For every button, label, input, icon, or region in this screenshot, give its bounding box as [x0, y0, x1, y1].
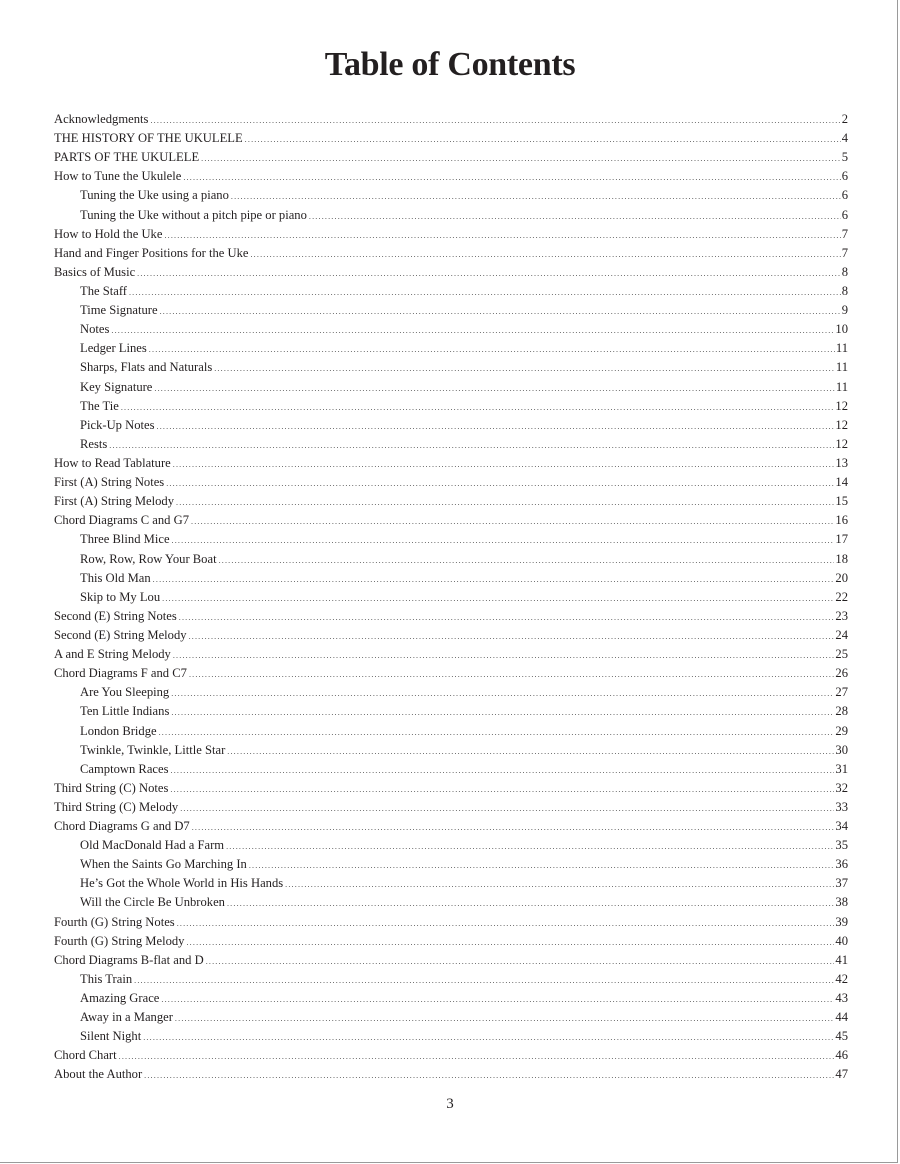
- toc-entry-label: Chord Chart: [54, 1048, 117, 1063]
- toc-entry: [54, 836, 848, 855]
- toc-entry-label: Old MacDonald Had a Farm: [80, 838, 225, 853]
- toc-entry: [54, 397, 848, 416]
- dot-leader: [171, 761, 835, 779]
- toc-entry-label: Chord Diagrams F and C7: [54, 666, 187, 681]
- dot-leader: [245, 130, 841, 148]
- toc-entry: [54, 722, 848, 741]
- toc-entry-label: Ledger Lines: [80, 341, 147, 356]
- dot-leader: [250, 245, 840, 263]
- toc-entry-page: 22: [835, 589, 848, 604]
- dot-leader: [164, 226, 840, 244]
- toc-entry-label: About the Author: [54, 1067, 143, 1082]
- dot-leader: [119, 1047, 835, 1065]
- dot-leader: [173, 455, 835, 473]
- toc-entry: [54, 320, 848, 339]
- toc-entry: [54, 358, 848, 377]
- toc-entry-label: This Old Man: [80, 570, 151, 585]
- dot-leader: [219, 551, 835, 569]
- page-number: 3: [446, 1096, 454, 1112]
- toc-entry-page: 44: [835, 1010, 848, 1025]
- toc-entry-label: Third String (C) Melody: [54, 799, 179, 814]
- toc-entry-label: Tuning the Uke using a piano: [80, 188, 229, 203]
- toc-entry-label: Skip to My Lou: [80, 589, 161, 604]
- toc-entry: [54, 225, 848, 244]
- toc-entry: [54, 664, 848, 683]
- toc-entry-page: 43: [835, 991, 848, 1006]
- dot-leader: [144, 1066, 834, 1084]
- toc-entry-label: He’s Got the Whole World in His Hands: [80, 876, 284, 891]
- toc-entry-page: 39: [835, 914, 848, 929]
- toc-entry-label: Chord Diagrams B-flat and D: [54, 952, 204, 967]
- toc-entry-page: 35: [835, 838, 848, 853]
- dot-leader: [166, 474, 834, 492]
- toc-entry-page: 38: [835, 895, 848, 910]
- page-title: Table of Contents: [324, 46, 576, 83]
- toc-entry: [54, 378, 848, 397]
- toc-entry: [54, 1065, 848, 1084]
- toc-entry-page: 42: [835, 971, 848, 986]
- toc-entry-label: Time Signature: [80, 303, 158, 318]
- toc-entry-page: 27: [835, 685, 848, 700]
- toc-entry-label: How to Hold the Uke: [54, 226, 163, 241]
- toc-entry-page: 8: [841, 264, 848, 279]
- dot-leader: [157, 417, 835, 435]
- toc-entry-page: 37: [835, 876, 848, 891]
- toc-entry-label: Hand and Finger Positions for the Uke: [54, 245, 249, 260]
- toc-entry-page: 30: [835, 742, 848, 757]
- toc-entry: [54, 167, 848, 186]
- dot-leader: [170, 780, 834, 798]
- toc-entry-page: 16: [835, 513, 848, 528]
- toc-entry: [54, 550, 848, 569]
- toc-entry-page: 8: [841, 283, 848, 298]
- toc-entry: [54, 588, 848, 607]
- dot-leader: [171, 703, 834, 721]
- toc-entry-label: First (A) String Melody: [54, 494, 174, 509]
- toc-entry-page: 41: [835, 952, 848, 967]
- dot-leader: [111, 321, 834, 339]
- toc-entry-page: 28: [835, 704, 848, 719]
- toc-entry-label: The Tie: [80, 398, 119, 413]
- toc-entry: [54, 741, 848, 760]
- toc-entry: [54, 110, 848, 129]
- toc-entry-page: 5: [841, 150, 848, 165]
- toc-entry-page: 9: [841, 303, 848, 318]
- dot-leader: [173, 646, 835, 664]
- toc-entry-label: Fourth (G) String Melody: [54, 933, 185, 948]
- toc-entry-label: This Train: [80, 971, 133, 986]
- toc-entry: [54, 645, 848, 664]
- toc-entry: [54, 511, 848, 530]
- dot-leader: [134, 971, 834, 989]
- dot-leader: [121, 398, 835, 416]
- toc-entry-label: Camptown Races: [80, 761, 169, 776]
- toc-entry-label: Chord Diagrams C and G7: [54, 513, 190, 528]
- dot-leader: [160, 302, 841, 320]
- toc-entry: [54, 282, 848, 301]
- toc-entry: [54, 473, 848, 492]
- toc-entry-label: Notes: [80, 322, 110, 337]
- toc-entry-page: 17: [835, 532, 848, 547]
- dot-leader: [309, 207, 841, 225]
- toc-entry-page: 12: [835, 417, 848, 432]
- toc-entry-label: Twinkle, Twinkle, Little Star: [80, 742, 226, 757]
- toc-entry-label: PARTS OF THE UKULELE: [54, 150, 200, 165]
- toc-entry: [54, 932, 848, 951]
- toc-entry-page: 4: [841, 131, 848, 146]
- toc-entry: [54, 683, 848, 702]
- toc-entry-label: First (A) String Notes: [54, 475, 165, 490]
- toc-entry: [54, 874, 848, 893]
- dot-leader: [129, 283, 841, 301]
- toc-entry-page: 13: [835, 455, 848, 470]
- toc-entry-page: 34: [835, 819, 848, 834]
- toc-entry: [54, 416, 848, 435]
- toc-entry: [54, 1027, 848, 1046]
- toc-entry-page: 46: [835, 1048, 848, 1063]
- dot-leader: [159, 723, 835, 741]
- toc-entry-label: The Staff: [80, 283, 127, 298]
- dot-leader: [175, 1009, 834, 1027]
- toc-entry-page: 14: [835, 475, 848, 490]
- toc-entry-label: How to Tune the Ukulele: [54, 169, 182, 184]
- toc-entry-page: 29: [835, 723, 848, 738]
- toc-entry: [54, 301, 848, 320]
- toc-entry-label: How to Read Tablature: [54, 455, 171, 470]
- toc-entry-page: 33: [835, 799, 848, 814]
- dot-leader: [227, 894, 834, 912]
- toc-entry-label: Row, Row, Row Your Boat: [80, 551, 217, 566]
- dot-leader: [177, 914, 835, 932]
- toc-entry-label: Second (E) String Notes: [54, 608, 177, 623]
- toc-entry: [54, 530, 848, 549]
- toc-entry-label: Amazing Grace: [80, 991, 160, 1006]
- toc-entry-label: London Bridge: [80, 723, 157, 738]
- dot-leader: [179, 608, 835, 626]
- toc-entry-label: Silent Night: [80, 1029, 142, 1044]
- toc-entry: [54, 339, 848, 358]
- toc-entry: [54, 855, 848, 874]
- dot-leader: [154, 379, 834, 397]
- table-of-contents: [54, 110, 848, 1085]
- toc-entry-label: When the Saints Go Marching In: [80, 857, 247, 872]
- toc-entry-page: 18: [835, 551, 848, 566]
- toc-entry: [54, 779, 848, 798]
- dot-leader: [186, 933, 834, 951]
- toc-entry: [54, 1046, 848, 1065]
- toc-entry: [54, 607, 848, 626]
- dot-leader: [143, 1028, 834, 1046]
- toc-entry-label: Pick-Up Notes: [80, 417, 155, 432]
- dot-leader: [285, 875, 834, 893]
- toc-entry-page: 11: [835, 379, 848, 394]
- toc-entry-page: 10: [835, 322, 848, 337]
- toc-entry-label: Are You Sleeping: [80, 685, 170, 700]
- dot-leader: [189, 627, 835, 645]
- toc-entry-label: Tuning the Uke without a pitch pipe or piano: [80, 207, 307, 222]
- toc-entry-label: Basics of Music: [54, 264, 136, 279]
- toc-entry: [54, 798, 848, 817]
- dot-leader: [171, 684, 834, 702]
- toc-entry: [54, 702, 848, 721]
- dot-leader: [172, 531, 835, 549]
- toc-entry: [54, 129, 848, 148]
- dot-leader: [109, 436, 834, 454]
- toc-entry: [54, 760, 848, 779]
- toc-entry: [54, 951, 848, 970]
- toc-entry-label: Ten Little Indians: [80, 704, 170, 719]
- toc-entry-page: 20: [835, 570, 848, 585]
- dot-leader: [201, 149, 841, 167]
- toc-entry: [54, 186, 848, 205]
- toc-entry-label: Sharps, Flats and Naturals: [80, 360, 213, 375]
- toc-entry-page: 25: [835, 647, 848, 662]
- dot-leader: [227, 742, 834, 760]
- dot-leader: [192, 818, 835, 836]
- toc-entry-label: Rests: [80, 436, 108, 451]
- toc-entry-label: A and E String Melody: [54, 647, 171, 662]
- dot-leader: [162, 589, 834, 607]
- dot-leader: [183, 168, 840, 186]
- toc-entry-page: 6: [841, 207, 848, 222]
- toc-entry-page: 23: [835, 608, 848, 623]
- toc-entry: [54, 435, 848, 454]
- toc-entry-page: 6: [841, 188, 848, 203]
- toc-entry: [54, 1008, 848, 1027]
- dot-leader: [191, 512, 834, 530]
- toc-entry: [54, 148, 848, 167]
- toc-entry-page: 12: [835, 436, 848, 451]
- dot-leader: [153, 570, 835, 588]
- dot-leader: [176, 493, 834, 511]
- toc-entry-page: 7: [841, 245, 848, 260]
- dot-leader: [249, 856, 835, 874]
- toc-entry: [54, 244, 848, 263]
- dot-leader: [180, 799, 834, 817]
- toc-entry: [54, 206, 848, 225]
- toc-entry-page: 36: [835, 857, 848, 872]
- dot-leader: [150, 111, 840, 129]
- toc-entry-page: 24: [835, 627, 848, 642]
- toc-entry: [54, 913, 848, 932]
- toc-entry: [54, 893, 848, 912]
- toc-entry-page: 26: [835, 666, 848, 681]
- toc-entry: [54, 569, 848, 588]
- toc-entry-page: 2: [841, 112, 848, 126]
- dot-leader: [189, 665, 834, 683]
- toc-entry-page: 6: [841, 169, 848, 184]
- toc-entry: [54, 492, 848, 511]
- toc-entry: [54, 454, 848, 473]
- toc-entry-page: 11: [835, 341, 848, 356]
- toc-entry: [54, 626, 848, 645]
- dot-leader: [206, 952, 835, 970]
- toc-entry-page: 7: [841, 226, 848, 241]
- dot-leader: [214, 359, 835, 377]
- toc-entry: [54, 989, 848, 1008]
- toc-entry-label: Three Blind Mice: [80, 532, 170, 547]
- toc-entry-page: 31: [835, 761, 848, 776]
- toc-entry-page: 47: [835, 1067, 848, 1082]
- toc-entry-label: Second (E) String Melody: [54, 627, 187, 642]
- dot-leader: [226, 837, 834, 855]
- toc-entry-page: 40: [835, 933, 848, 948]
- toc-entry-label: Acknowledgments: [54, 112, 149, 126]
- toc-entry-page: 12: [835, 398, 848, 413]
- dot-leader: [161, 990, 834, 1008]
- toc-entry-page: 15: [835, 494, 848, 509]
- toc-entry-label: THE HISTORY OF THE UKULELE: [54, 131, 243, 146]
- dot-leader: [149, 340, 835, 358]
- toc-entry-label: Fourth (G) String Notes: [54, 914, 175, 929]
- dot-leader: [137, 264, 841, 282]
- toc-entry-page: 11: [835, 360, 848, 375]
- toc-entry: [54, 817, 848, 836]
- toc-entry: [54, 970, 848, 989]
- toc-entry-label: Chord Diagrams G and D7: [54, 819, 190, 834]
- dot-leader: [231, 187, 841, 205]
- toc-entry-label: Away in a Manger: [80, 1010, 173, 1025]
- toc-entry-label: Will the Circle Be Unbroken: [80, 895, 225, 910]
- toc-entry-label: Third String (C) Notes: [54, 780, 169, 795]
- toc-entry-label: Key Signature: [80, 379, 153, 394]
- toc-entry-page: 45: [835, 1029, 848, 1044]
- toc-entry: [54, 263, 848, 282]
- toc-entry-page: 32: [835, 780, 848, 795]
